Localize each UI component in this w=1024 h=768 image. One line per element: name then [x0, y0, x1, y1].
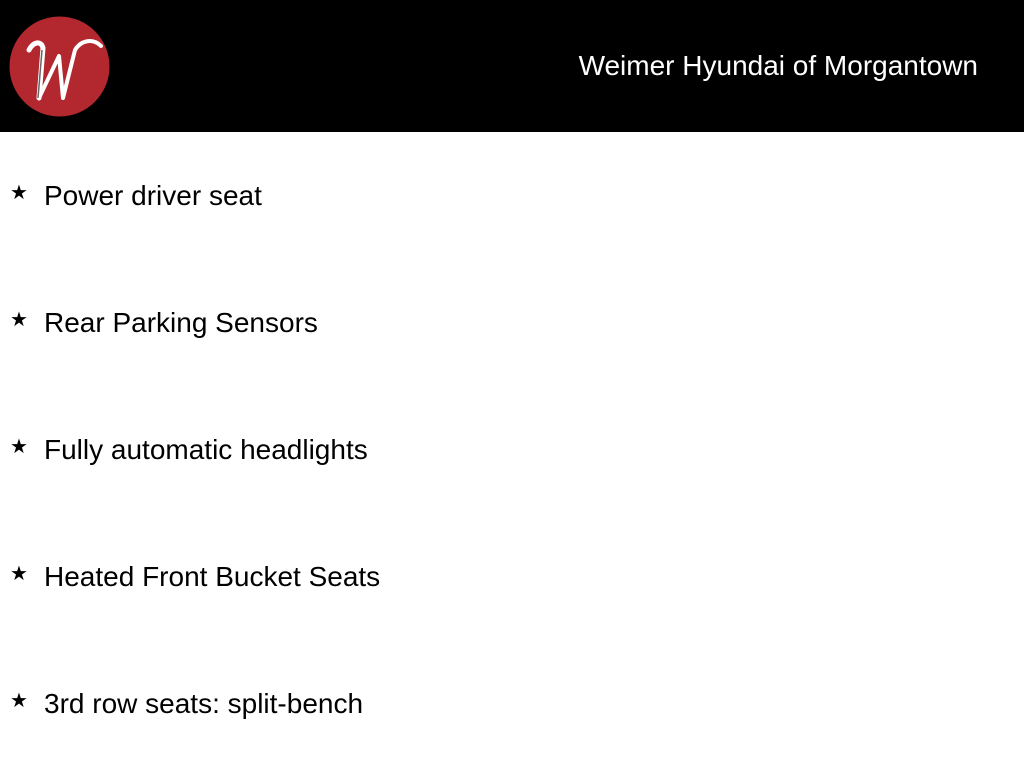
star-icon: ★ — [10, 690, 28, 712]
feature-label: Power driver seat — [44, 180, 262, 211]
star-icon: ★ — [10, 309, 28, 331]
feature-label: Rear Parking Sensors — [44, 307, 318, 338]
star-icon: ★ — [10, 563, 28, 585]
feature-label: Heated Front Bucket Seats — [44, 561, 381, 592]
feature-item — [10, 557, 380, 597]
star-icon: ★ — [10, 182, 28, 204]
star-icon: ★ — [10, 436, 28, 458]
feature-item — [10, 430, 368, 470]
header-bar — [0, 0, 1024, 132]
feature-item — [10, 684, 363, 724]
dealer-name: Weimer Hyundai of Morgantown — [578, 50, 978, 81]
feature-label: 3rd row seats: split-bench — [44, 688, 364, 719]
feature-item — [10, 176, 262, 216]
feature-label: Fully automatic headlights — [44, 434, 368, 465]
w-logo-icon — [9, 16, 110, 117]
feature-item — [10, 303, 318, 343]
